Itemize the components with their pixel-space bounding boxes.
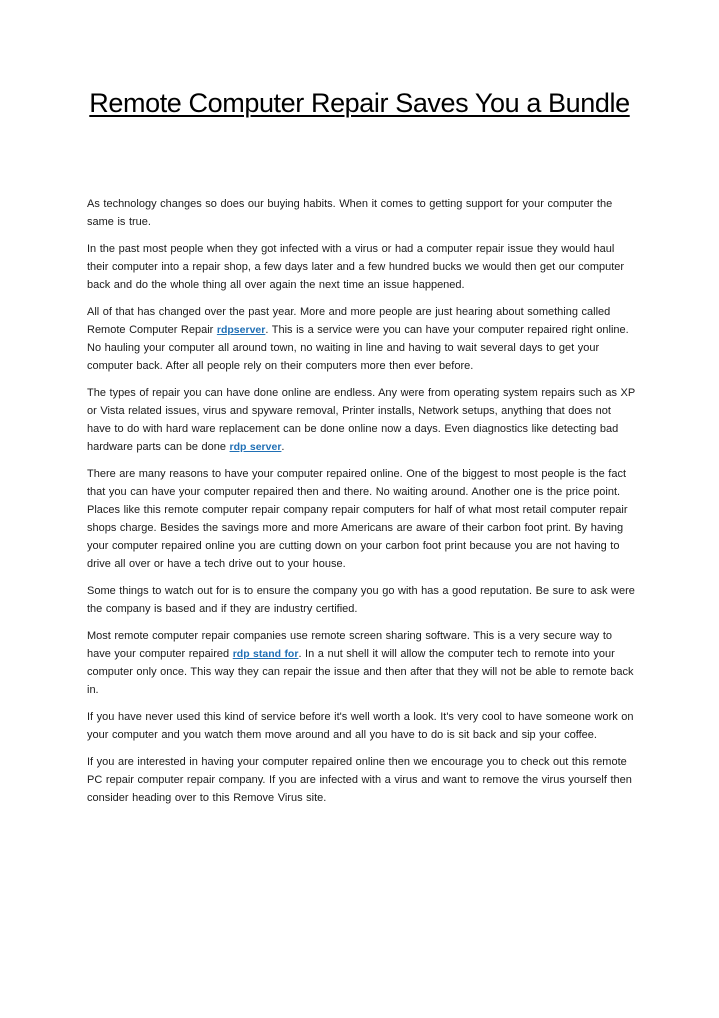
paragraph-7-text-before: Most remote computer repair companies use remote screen sharing software. This is a very secure way to have your computer repaired bbox=[87, 630, 613, 660]
paragraph-9: If you are interested in having your computer repaired online then we encourage you to check out this remote PC repair computer repair company. If you are infected with a virus and want to remove the virus yourself then consider heading over to this Remove Virus site. bbox=[87, 756, 632, 804]
rdp-stand-for-link[interactable]: rdp stand for bbox=[232, 648, 299, 660]
paragraph-4-text-before: The types of repair you can have done online are endless. Any were from operating system repairs such as XP or Vista related issues, virus and spyware removal, Printer installs, Network setups, anything that does not have to do with hard ware replacement can be done online now a days. Even diagnostics like detecting bad hardware parts can be done bbox=[87, 387, 635, 453]
paragraph-3-text-before: All of that has changed over the past year. More and more people are just hearing about something called Remote Computer Repair bbox=[87, 306, 611, 336]
paragraph-2: In the past most people when they got infected with a virus or had a computer repair issue they would haul their computer into a repair shop, a few days later and a few hundred bucks we would then get our computer back and do the whole thing all over again the next time an issue happened. bbox=[87, 243, 625, 291]
paragraph-8: If you have never used this kind of service before it's well worth a look. It's very cool to have someone work on your computer and you watch them move around and all you have to do is sit back and sip your coffee. bbox=[87, 711, 634, 741]
paragraph-6: Some things to watch out for is to ensure the company you go with has a good reputation. Be sure to ask were the company is based and if they are industry certified. bbox=[87, 585, 635, 615]
document-body bbox=[87, 195, 635, 816]
document-title: Remote Computer Repair Saves You a Bundle bbox=[89, 88, 630, 118]
paragraph-3 bbox=[87, 303, 635, 375]
paragraph-1: As technology changes so does our buying habits. When it comes to getting support for your computer the same is true. bbox=[87, 198, 613, 228]
paragraph-3-text-after: . This is a service were you can have your computer repaired right online. No hauling your computer all around town, no waiting in line and having to wait several days to get your computer back. After all people rely on their computers more then ever before. bbox=[87, 324, 629, 372]
paragraph-7-text-after: . In a nut shell it will allow the computer tech to remote into your computer only once. This way they can repair the issue and then after that they will not be able to remote back in. bbox=[87, 648, 634, 696]
paragraph-4-text-after: . bbox=[281, 441, 285, 453]
rdp-server-link[interactable]: rdp server bbox=[229, 441, 282, 453]
paragraph-4 bbox=[87, 384, 635, 456]
paragraph-5: There are many reasons to have your computer repaired online. One of the biggest to most people is the fact that you can have your computer repaired then and there. No waiting around. Another one is the price point. Places like this remote computer repair company repair computers for half of what most retail computer repair shops charge. Besides the savings more and more Americans are aware of their carbon foot print. By having your computer repaired online you are cutting down on your carbon foot print because you are not having to drive all over or have a tech drive out to your house. bbox=[87, 468, 628, 570]
paragraph-7 bbox=[87, 627, 635, 699]
rdpserver-link[interactable]: rdpserver bbox=[216, 324, 266, 336]
